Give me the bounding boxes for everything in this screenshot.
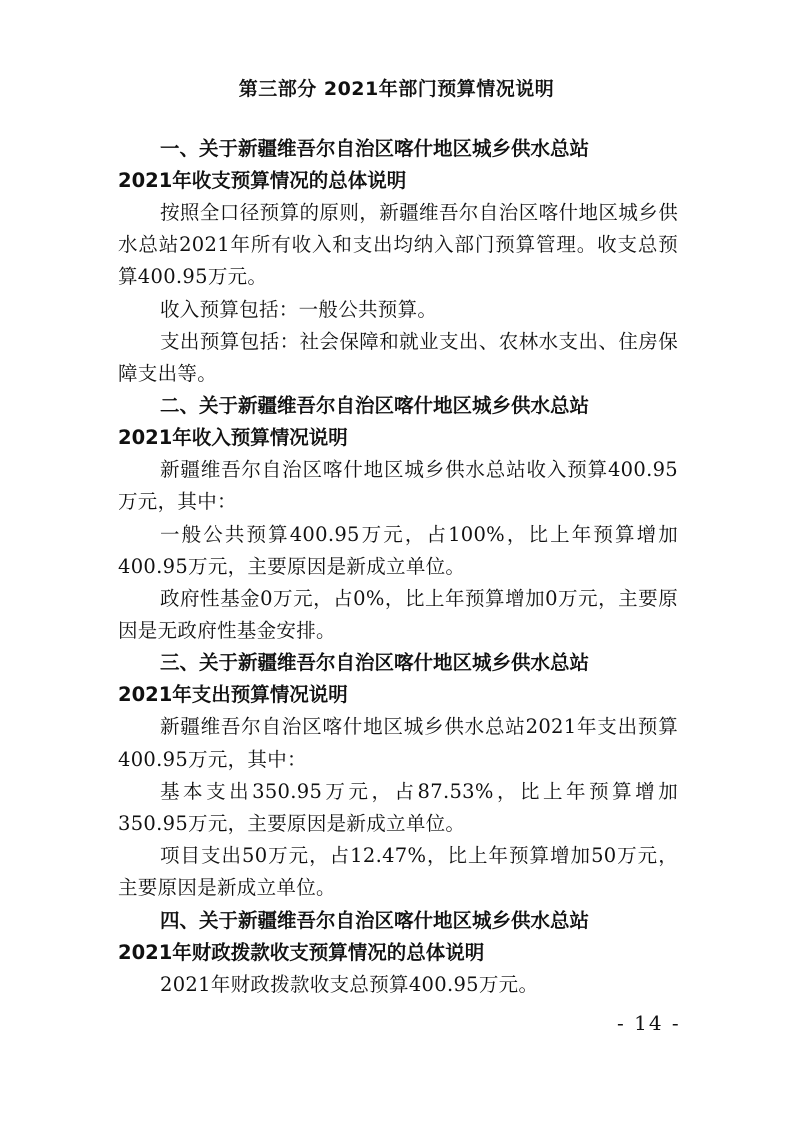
section-heading-line1: 三、关于新疆维吾尔自治区喀什地区城乡供水总站 [160, 651, 590, 675]
section-heading [118, 390, 678, 454]
paragraph: 2021年财政拨款收支总预算400.95万元。 [160, 972, 539, 996]
paragraph: 新疆维吾尔自治区喀什地区城乡供水总站收入预算400.95万元，其中： [118, 458, 678, 514]
section-heading-line2: 2021年收支预算情况的总体说明 [118, 169, 407, 192]
section-overall-budget [118, 133, 678, 390]
section-expenditure-budget [118, 647, 678, 904]
section-heading-line1: 二、关于新疆维吾尔自治区喀什地区城乡供水总站 [160, 394, 590, 418]
section-heading-line2: 2021年支出预算情况说明 [118, 683, 348, 707]
section-heading [118, 133, 678, 197]
page-number: - 14 - [617, 1011, 681, 1035]
paragraph: 一般公共预算400.95万元，占100%，比上年预算增加400.95万元，主要原因是新成立单位。 [118, 522, 678, 578]
paragraph: 政府性基金0万元，占0%，比上年预算增加0万元，主要原因是无政府性基金安排。 [118, 587, 678, 643]
page-title: 第三部分 2021年部门预算情况说明 [238, 78, 555, 100]
section-heading [118, 905, 678, 969]
paragraph: 新疆维吾尔自治区喀什地区城乡供水总站2021年支出预算400.95万元，其中： [118, 715, 678, 771]
paragraph: 收入预算包括：一般公共预算。 [160, 297, 438, 321]
section-heading-line2: 2021年收入预算情况说明 [118, 426, 348, 450]
section-income-budget [118, 390, 678, 647]
paragraph: 项目支出50万元，占12.47%，比上年预算增加50万元，主要原因是新成立单位。 [118, 844, 678, 900]
section-fiscal-allocation [118, 905, 678, 1001]
paragraph: 支出预算包括：社会保障和就业支出、农林水支出、住房保障支出等。 [118, 329, 678, 386]
paragraph: 按照全口径预算的原则，新疆维吾尔自治区喀什地区城乡供水总站2021年所有收入和支出均纳入部门预算管理。收支总预算400.95万元。 [118, 201, 678, 289]
section-heading [118, 647, 678, 711]
section-heading-line1: 四、关于新疆维吾尔自治区喀什地区城乡供水总站 [160, 908, 590, 932]
section-heading-line1: 一、关于新疆维吾尔自治区喀什地区城乡供水总站 [160, 137, 590, 160]
section-heading-line2: 2021年财政拨款收支预算情况的总体说明 [118, 940, 485, 964]
paragraph: 基本支出350.95万元，占87.53%，比上年预算增加350.95万元，主要原因是新成立单位。 [118, 779, 678, 836]
document-body [118, 133, 678, 1001]
